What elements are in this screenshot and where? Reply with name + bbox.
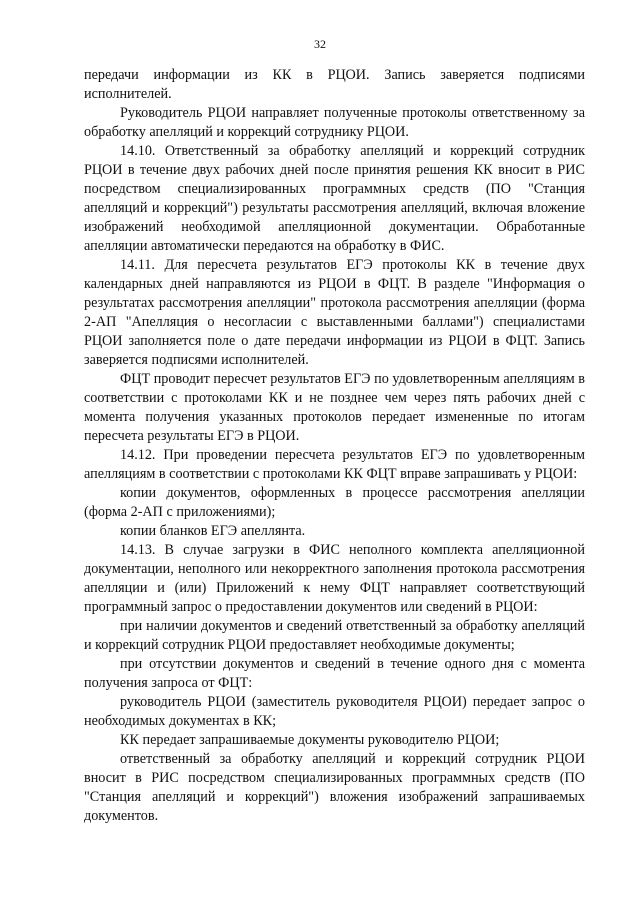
paragraph-14-13: 14.13. В случае загрузки в ФИС неполного комплекта апелляционной документации, неполного или некорректного заполнения протокола рассмотрения апелляции и (или) Приложений к нему ФЦТ направляет соответствующий программный запрос о предоставлении документов или сведений в РЦОИ: <box>84 542 585 615</box>
paragraph-14-12: 14.12. При проведении пересчета результатов ЕГЭ по удовлетворенным апелляциям в соответствии с протоколами КК ФЦТ вправе запрашивать у РЦОИ: <box>84 447 585 482</box>
document-body <box>84 66 585 826</box>
paragraph-fct-recalculation: ФЦТ проводит пересчет результатов ЕГЭ по удовлетворенным апелляциям в соответствии с протоколами КК и не позднее чем через пять рабочих дней с момента получения указанных протоколов передает измененные по итогам пересчета результаты ЕГЭ в РЦОИ. <box>84 371 585 444</box>
list-item-documents-available: при наличии документов и сведений ответственный за обработку апелляций и коррекций сотрудник РЦОИ предоставляет необходимые документы; <box>84 618 585 653</box>
list-item-document-copies: копии документов, оформленных в процессе рассмотрения апелляции (форма 2-АП с приложениями); <box>84 485 585 520</box>
paragraph-continuation: передачи информации из КК в РЦОИ. Запись заверяется подписями исполнителей. <box>84 67 585 102</box>
paragraph-14-11: 14.11. Для пересчета результатов ЕГЭ протоколы КК в течение двух календарных дней направляются из РЦОИ в ФЦТ. В разделе "Информация о результатах рассмотрения апелляции" протокола рассмотрения апелляции (форма 2-АП "Апелляция о несогласии с выставленными баллами") специалистами РЦОИ заполняется поле о дате передачи информации из РЦОИ в ФЦТ. Запись заверяется подписями исполнителей. <box>84 257 585 368</box>
list-item-ris-upload: ответственный за обработку апелляций и коррекций сотрудник РЦОИ вносит в РИС посредством специализированных программных средств (ПО "Станция апелляций и коррекций") вложения изображений запрашиваемых документов. <box>84 751 585 824</box>
list-item-kk-transfer: КК передает запрашиваемые документы руководителю РЦОИ; <box>120 732 500 748</box>
page-number: 32 <box>314 37 326 51</box>
list-item-documents-missing: при отсутствии документов и сведений в течение одного дня с момента получения запроса от ФЦТ: <box>84 656 585 691</box>
list-item-form-copies: копии бланков ЕГЭ апеллянта. <box>120 523 306 539</box>
list-item-head-request: руководитель РЦОИ (заместитель руководителя РЦОИ) передает запрос о необходимых документах в КК; <box>84 694 585 729</box>
paragraph-protocols-forwarding: Руководитель РЦОИ направляет полученные протоколы ответственному за обработку апелляций и коррекций сотруднику РЦОИ. <box>84 105 585 140</box>
paragraph-14-10: 14.10. Ответственный за обработку апелляций и коррекций сотрудник РЦОИ в течение двух рабочих дней после принятия решения КК вносит в РИС посредством специализированных программных средств (ПО "Станция апелляций и коррекций") результаты рассмотрения апелляций, включая вложение изображений необходимой апелляционной документации. Обработанные апелляции автоматически передаются на обработку в ФИС. <box>84 143 585 254</box>
